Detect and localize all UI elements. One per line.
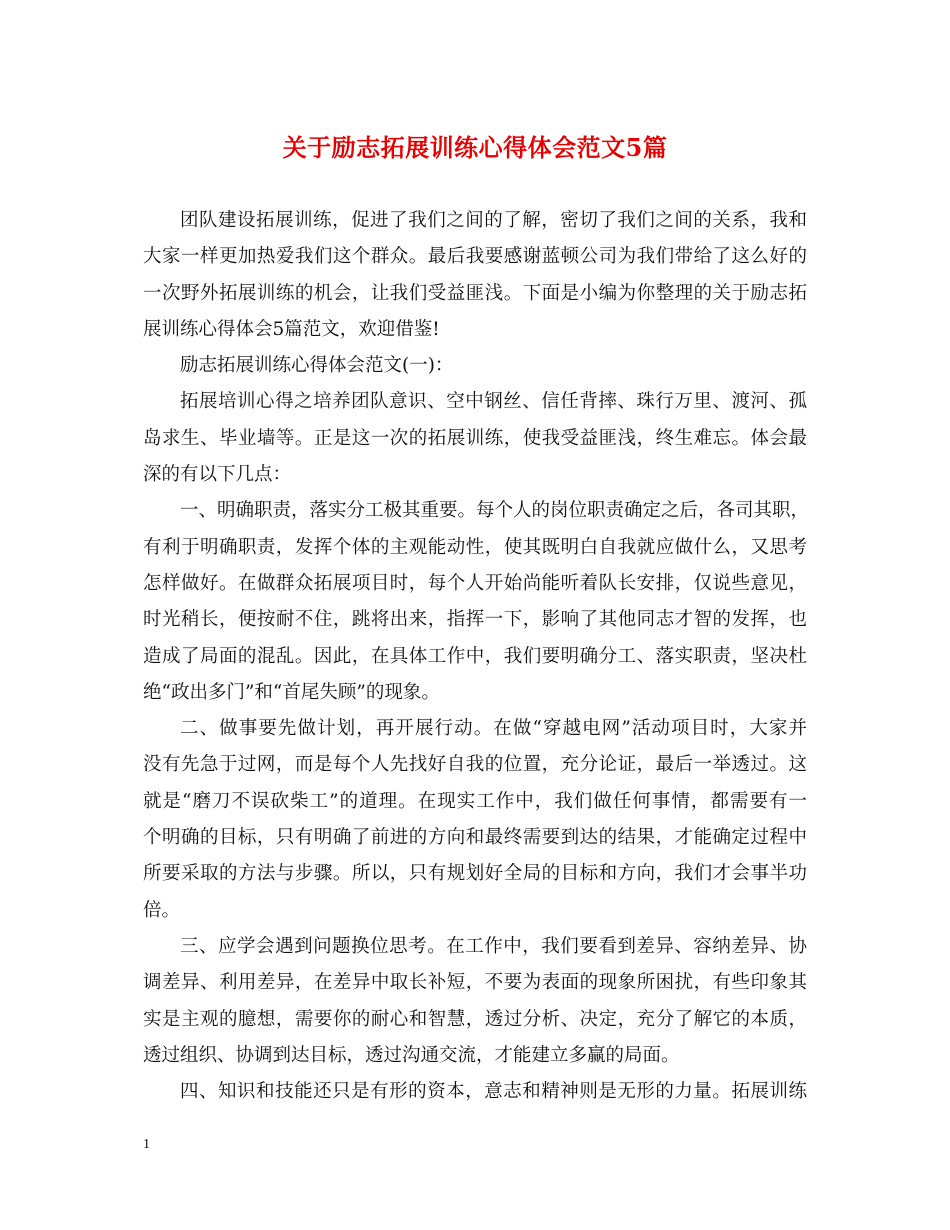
body-line: 调差异、利用差异，在差异中取长补短，不要为表面的现象所困扰，有些印象其	[143, 972, 807, 994]
body-line: 倍。	[143, 899, 181, 921]
body-line: 一次野外拓展训练的机会，让我们受益匪浅。下面是小编为你整理的关于励志拓	[143, 282, 807, 304]
body-line: 时光稍长，便按耐不住，跳将出来，指挥一下，影响了其他同志才智的发挥，也	[143, 609, 807, 631]
body-line: 一、明确职责，落实分工极其重要。每个人的岗位职责确定之后，各司其职，	[180, 500, 810, 522]
body-line: 怎样做好。在做群众拓展项目时，每个人开始尚能听着队长安排，仅说些意见，	[143, 572, 807, 594]
body-line: 有利于明确职责，发挥个体的主观能动性，使其既明白自我就应做什么，又思考	[143, 536, 807, 558]
body-line: 没有先急于过网，而是每个人先找好自我的位置，充分论证，最后一举透过。这	[143, 754, 807, 776]
document-body	[143, 203, 810, 1110]
body-line: 团队建设拓展训练，促进了我们之间的了解，密切了我们之间的关系，我和	[180, 210, 807, 231]
body-line: 二、做事要先做计划，再开展行动。在做“穿越电网”活动项目时，大家并	[180, 718, 807, 740]
body-line: 绝“政出多门”和“首尾失顾”的现象。	[143, 681, 440, 703]
body-line: 个明确的目标，只有明确了前进的方向和最终需要到达的结果，才能确定过程中	[143, 827, 807, 849]
document-title: 关于励志拓展训练心得体会范文5篇	[282, 133, 668, 162]
body-line: 透过组织、协调到达目标，透过沟通交流，才能建立多赢的局面。	[143, 1044, 680, 1066]
section-heading: 励志拓展训练心得体会范文(一)：	[180, 355, 454, 377]
body-line: 就是“磨刀不误砍柴工”的道理。在现实工作中，我们做任何事情，都需要有一	[143, 790, 807, 812]
body-line: 三、应学会遇到问题换位思考。在工作中，我们要看到差异、容纳差异、协	[180, 935, 807, 957]
body-line: 所要采取的方法与步骤。所以，只有规划好全局的目标和方向，我们才会事半功	[143, 863, 807, 885]
body-line: 岛求生、毕业墙等。正是这一次的拓展训练，使我受益匪浅，终生难忘。体会最	[143, 427, 807, 449]
body-line: 展训练心得体会5篇范文，欢迎借鉴!	[143, 318, 440, 340]
body-line: 四、知识和技能还只是有形的资本，意志和精神则是无形的力量。拓展训练	[180, 1081, 807, 1103]
body-line: 造成了局面的混乱。因此，在具体工作中，我们要明确分工、落实职责，坚决杜	[143, 645, 807, 667]
body-line: 深的有以下几点：	[143, 464, 292, 486]
body-line: 实是主观的臆想，需要你的耐心和智慧，透过分析、决定，充分了解它的本质，	[143, 1008, 807, 1030]
body-line: 大家一样更加热爱我们这个群众。最后我要感谢蓝顿公司为我们带给了这么好的	[143, 246, 807, 268]
page-number: 1	[143, 1137, 150, 1152]
body-line: 拓展培训心得之培养团队意识、空中钢丝、信任背摔、珠行万里、渡河、孤	[180, 391, 807, 413]
